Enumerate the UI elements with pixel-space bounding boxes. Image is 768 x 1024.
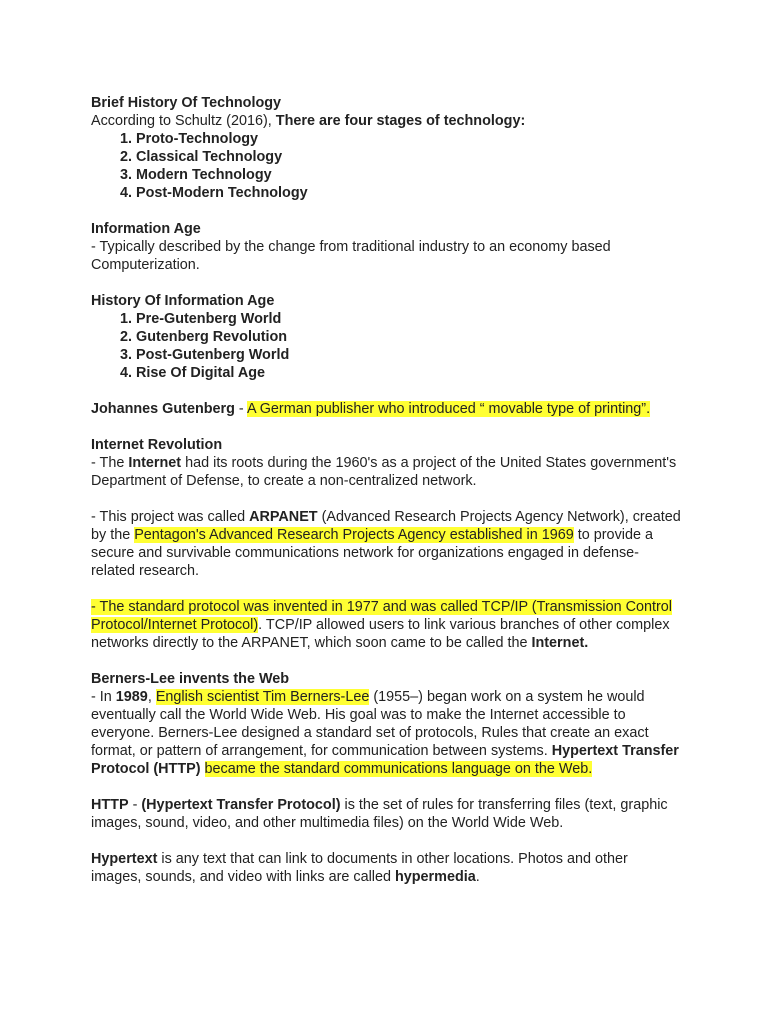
berners-lee-paragraph [91,688,681,778]
http-expansion: (Hypertext Transfer Protocol) [141,797,341,813]
heading-information-age: Information Age [91,221,201,237]
stages-intro [91,112,681,130]
hypermedia-term: hypermedia [394,869,476,885]
text: had its roots during the 1960's as a project of the United States government's Department of Defense, to create a non-centralized network. [91,455,677,489]
spacer [91,832,681,850]
spacer [91,490,681,508]
gutenberg-term: Johannes Gutenberg [91,401,235,417]
text: is the set of rules for transferring files (text, graphic images, sound, video, and other multimedia files) on the World Wide Web. [91,797,668,831]
heading-internet-revolution: Internet Revolution [91,437,223,453]
berners-lee-highlight: English scientist Tim Berners-Lee [155,689,370,705]
separator: - [128,797,142,813]
text: - The [91,455,129,471]
text: to provide a secure and survivable communications network for organizations engaged in defense-related research. [91,527,653,579]
information-age-list [91,310,681,382]
list-item: 1. Proto-Technology [136,130,681,148]
list-item: 2. Classical Technology [136,148,681,166]
spacer [91,778,681,796]
tcpip-highlight: - The standard protocol was invented in 1977 and was called TCP/IP (Transmission Control Protocol/Internet Protocol) [91,599,672,633]
internet-term: Internet. [531,635,589,651]
spacer [91,580,681,598]
text: is any text that can link to documents in other locations. Photos and other images, sounds, and video with links are called [91,851,628,885]
standard-language-highlight: became the standard communications language on the Web. [204,761,593,777]
list-item: 2. Gutenberg Revolution [136,328,681,346]
text [201,761,205,777]
spacer [91,652,681,670]
text: . [475,869,480,885]
text: - In [91,689,116,705]
heading-berners-lee: Berners-Lee invents the Web [91,671,290,687]
spacer [91,382,681,400]
text: . TCP/IP allowed users to link various branches of other complex networks directly to the ARPANET, which soon came to be called the [91,617,670,651]
document-body [91,94,681,886]
gutenberg-paragraph [91,400,681,418]
spacer [91,202,681,220]
list-item: 3. Modern Technology [136,166,681,184]
list-item: 3. Post-Gutenberg World [136,346,681,364]
heading-brief-history: Brief History Of Technology [91,95,282,111]
list-item: 4. Rise Of Digital Age [136,364,681,382]
spacer [91,274,681,292]
intro-bold: There are four stages of technology: [275,113,526,129]
internet-term: Internet [128,455,182,471]
technology-stages-list [91,130,681,202]
arpanet-paragraph [91,508,681,580]
heading-history-information-age: History Of Information Age [91,293,275,309]
http-term: HTTP [91,797,129,813]
separator: - [234,401,247,417]
http-term: Hypertext Transfer Protocol (HTTP) [91,743,679,777]
text: - This project was called [91,509,250,525]
arpanet-term: ARPANET [249,509,318,525]
pentagon-highlight: Pentagon's Advanced Research Projects Agency established in 1969 [134,527,574,543]
text: (1955–) began work on a system he would eventually call the World Wide Web. His goal was to make the Internet accessible to everyone. Berners-Lee designed a standard set of protocols, Rules that create an exact format, or pattern of arrangement, for communication between systems. [91,689,649,759]
hypertext-term: Hypertext [91,851,158,867]
internet-roots-paragraph [91,454,681,490]
gutenberg-highlight: A German publisher who introduced “ movable type of printing”. [246,401,651,417]
information-age-text: - Typically described by the change from traditional industry to an economy based Computerization. [91,239,611,273]
http-paragraph [91,796,681,832]
text: (Advanced Research Projects Agency Network), created by the [91,509,681,543]
hypertext-paragraph [91,850,681,886]
year-1989: 1989 [115,689,148,705]
tcpip-paragraph [91,598,681,652]
text: , [147,689,156,705]
list-item: 4. Post-Modern Technology [136,184,681,202]
spacer [91,418,681,436]
list-item: 1. Pre-Gutenberg World [136,310,681,328]
intro-text: According to Schultz (2016), [91,113,276,129]
